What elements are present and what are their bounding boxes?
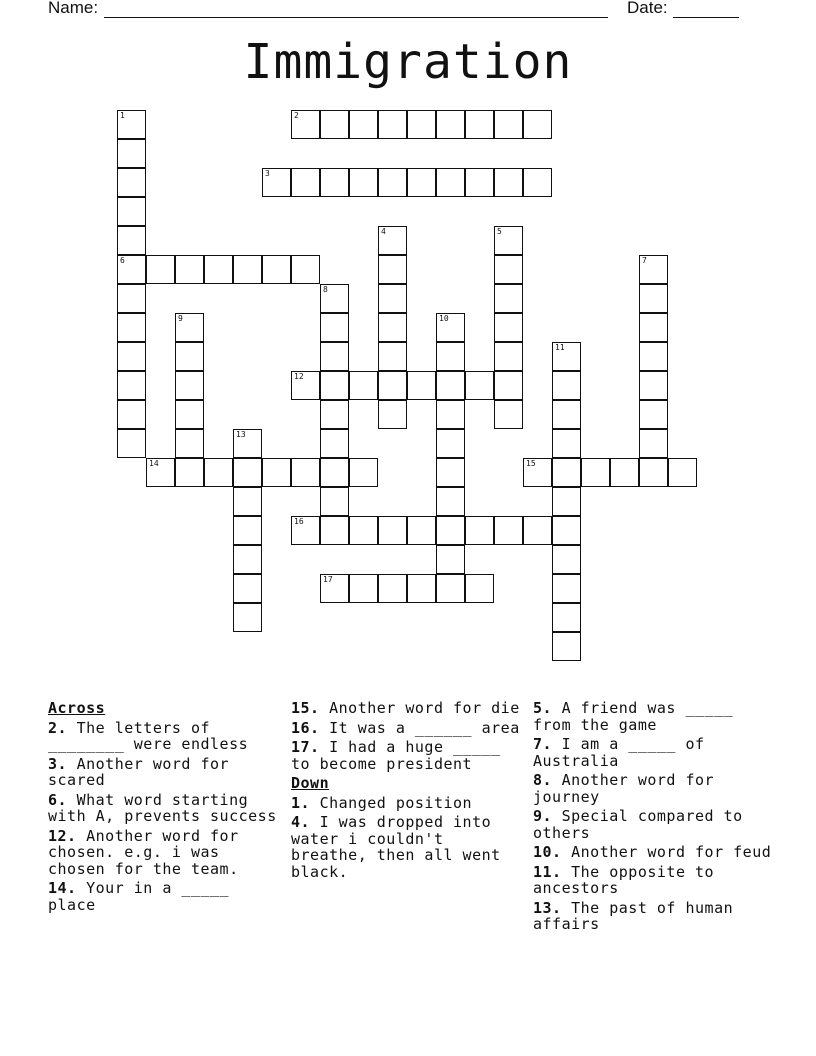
clue-item <box>533 864 773 897</box>
grid-cell[interactable] <box>117 284 146 313</box>
clue-number: 15. <box>291 699 320 717</box>
clue-number-label: 9 <box>178 314 183 323</box>
grid-cell[interactable] <box>378 342 407 371</box>
grid-cell[interactable] <box>378 168 407 197</box>
grid-cell[interactable] <box>494 313 523 342</box>
grid-cell[interactable] <box>349 371 378 400</box>
grid-cell[interactable] <box>552 574 581 603</box>
clue-text: I had a huge _____ to become president <box>291 738 501 773</box>
clue-text: I am a _____ of Australia <box>533 735 705 770</box>
grid-cell[interactable] <box>494 400 523 429</box>
clue-item <box>48 828 280 878</box>
grid-cell[interactable] <box>117 197 146 226</box>
grid-cell[interactable] <box>320 574 349 603</box>
grid-cell[interactable] <box>233 487 262 516</box>
grid-cell[interactable] <box>175 342 204 371</box>
clue-number: 13. <box>533 898 562 917</box>
grid-cell[interactable] <box>175 371 204 400</box>
grid-cell[interactable] <box>117 400 146 429</box>
clue-item <box>533 808 773 841</box>
grid-cell[interactable] <box>639 458 668 487</box>
grid-cell[interactable] <box>610 458 639 487</box>
grid-cell[interactable] <box>494 110 523 139</box>
clue-text: I was dropped into water i couldn't breathe, then all went black. <box>291 813 501 881</box>
clue-number: 3. <box>48 754 68 773</box>
clue-number: 9. <box>533 807 553 825</box>
grid-cell[interactable] <box>639 255 668 284</box>
grid-cell[interactable] <box>552 400 581 429</box>
grid-cell[interactable] <box>320 429 349 458</box>
clue-number: 7. <box>533 735 553 753</box>
down-clue-list <box>291 795 523 881</box>
clue-number: 10. <box>533 843 562 861</box>
grid-cell[interactable] <box>436 371 465 400</box>
grid-cell[interactable] <box>378 574 407 603</box>
clue-item <box>533 700 773 733</box>
clue-text: A friend was _____ from the game <box>533 699 734 734</box>
clue-item <box>291 814 523 880</box>
clues-column-2 <box>291 700 523 883</box>
across-heading: Across <box>48 699 106 717</box>
clue-number: 2. <box>48 718 68 737</box>
down-heading: Down <box>291 774 330 792</box>
clue-number-label: 17 <box>323 575 333 584</box>
clue-number: 5. <box>533 699 553 717</box>
clue-number: 6. <box>48 790 68 809</box>
grid-cell[interactable] <box>436 516 465 545</box>
grid-cell[interactable] <box>175 255 204 284</box>
grid-cell[interactable] <box>320 516 349 545</box>
grid-cell[interactable] <box>465 371 494 400</box>
grid-cell[interactable] <box>320 371 349 400</box>
grid-cell[interactable] <box>494 516 523 545</box>
clue-text: Your in a _____ place <box>48 879 230 914</box>
grid-cell[interactable] <box>552 487 581 516</box>
clue-number: 12. <box>48 826 77 845</box>
grid-cell[interactable] <box>465 110 494 139</box>
clue-number-label: 13 <box>236 430 246 439</box>
grid-cell[interactable] <box>349 110 378 139</box>
grid-cell[interactable] <box>494 255 523 284</box>
grid-cell[interactable] <box>233 545 262 574</box>
grid-cell[interactable] <box>349 574 378 603</box>
clue-item <box>533 844 773 861</box>
clue-item <box>48 720 280 753</box>
grid-cell[interactable] <box>204 255 233 284</box>
grid-cell[interactable] <box>407 516 436 545</box>
grid-cell[interactable] <box>117 371 146 400</box>
grid-cell[interactable] <box>117 139 146 168</box>
grid-cell[interactable] <box>581 458 610 487</box>
clue-number: 14. <box>48 879 77 897</box>
grid-cell[interactable] <box>378 516 407 545</box>
grid-cell[interactable] <box>378 255 407 284</box>
grid-cell[interactable] <box>523 110 552 139</box>
clue-number-label: 3 <box>265 169 270 178</box>
grid-cell[interactable] <box>233 429 262 458</box>
grid-cell[interactable] <box>233 574 262 603</box>
clue-item <box>291 720 523 737</box>
clue-number: 1. <box>291 793 311 812</box>
across-clue-list-continued <box>291 700 523 772</box>
grid-cell[interactable] <box>291 516 320 545</box>
grid-cell[interactable] <box>117 110 146 139</box>
clue-item <box>291 795 523 812</box>
clue-text: Another word for die <box>319 699 520 717</box>
grid-cell[interactable] <box>378 371 407 400</box>
clue-text: Another word for feud <box>561 843 772 861</box>
grid-cell[interactable] <box>175 400 204 429</box>
clue-number-label: 14 <box>149 459 159 468</box>
clue-text: Changed position <box>310 793 473 812</box>
clue-number-label: 16 <box>294 517 304 526</box>
clue-number-label: 6 <box>120 256 125 265</box>
grid-cell[interactable] <box>291 168 320 197</box>
grid-cell[interactable] <box>378 284 407 313</box>
clue-number-label: 2 <box>294 111 299 120</box>
grid-cell[interactable] <box>552 545 581 574</box>
clue-number: 17. <box>291 738 320 756</box>
clue-number-label: 5 <box>497 227 502 236</box>
grid-cell[interactable] <box>407 371 436 400</box>
clue-item <box>48 792 280 825</box>
clue-item <box>533 772 773 805</box>
grid-cell[interactable] <box>552 603 581 632</box>
clue-number: 16. <box>291 718 320 737</box>
clue-number-label: 8 <box>323 285 328 294</box>
clue-text: Another word for scared <box>48 754 230 789</box>
clue-number-label: 4 <box>381 227 386 236</box>
grid-cell[interactable] <box>436 313 465 342</box>
clue-item <box>533 900 773 933</box>
grid-cell[interactable] <box>204 458 233 487</box>
clue-number-label: 12 <box>294 372 304 381</box>
clue-number-label: 15 <box>526 459 536 468</box>
grid-cell[interactable] <box>436 342 465 371</box>
grid-cell[interactable] <box>146 255 175 284</box>
clue-number: 8. <box>533 771 553 789</box>
grid-cell[interactable] <box>378 400 407 429</box>
grid-cell[interactable] <box>668 458 697 487</box>
clue-number-label: 7 <box>642 256 647 265</box>
grid-cell[interactable] <box>552 429 581 458</box>
grid-cell[interactable] <box>552 371 581 400</box>
clues-column-3 <box>533 700 773 936</box>
grid-cell[interactable] <box>175 458 204 487</box>
grid-cell[interactable] <box>320 313 349 342</box>
clue-number-label: 1 <box>120 111 125 120</box>
grid-cell[interactable] <box>465 574 494 603</box>
grid-cell[interactable] <box>407 574 436 603</box>
name-label: Name: <box>48 0 99 17</box>
grid-cell[interactable] <box>494 342 523 371</box>
clues-column-1 <box>48 700 280 916</box>
clue-item <box>291 700 523 717</box>
grid-cell[interactable] <box>436 574 465 603</box>
grid-cell[interactable] <box>407 168 436 197</box>
clue-number-label: 11 <box>555 343 565 352</box>
grid-cell[interactable] <box>552 342 581 371</box>
clue-item <box>48 756 280 789</box>
grid-cell[interactable] <box>175 313 204 342</box>
grid-cell[interactable] <box>291 110 320 139</box>
clue-number: 11. <box>533 862 562 881</box>
clue-text: Another word for chosen. e.g. i was chosen for the team. <box>48 826 239 878</box>
grid-cell[interactable] <box>349 168 378 197</box>
grid-cell[interactable] <box>117 226 146 255</box>
grid-cell[interactable] <box>262 255 291 284</box>
grid-cell[interactable] <box>320 168 349 197</box>
clue-text: The letters of ________ were endless <box>48 718 249 753</box>
grid-cell[interactable] <box>436 110 465 139</box>
grid-cell[interactable] <box>494 371 523 400</box>
grid-cell[interactable] <box>436 429 465 458</box>
grid-cell[interactable] <box>436 168 465 197</box>
grid-cell[interactable] <box>523 516 552 545</box>
date-label: Date: <box>627 0 668 17</box>
grid-cell[interactable] <box>349 516 378 545</box>
grid-cell[interactable] <box>639 313 668 342</box>
grid-cell[interactable] <box>552 632 581 661</box>
grid-cell[interactable] <box>117 168 146 197</box>
puzzle-title: Immigration <box>243 34 573 90</box>
grid-cell[interactable] <box>320 110 349 139</box>
grid-cell[interactable] <box>552 516 581 545</box>
grid-cell[interactable] <box>378 226 407 255</box>
grid-cell[interactable] <box>291 255 320 284</box>
grid-cell[interactable] <box>436 400 465 429</box>
grid-cell[interactable] <box>407 110 436 139</box>
grid-cell[interactable] <box>436 545 465 574</box>
clue-text: It was a ______ area <box>319 718 520 737</box>
grid-cell[interactable] <box>465 516 494 545</box>
grid-cell[interactable] <box>639 284 668 313</box>
grid-cell[interactable] <box>146 458 175 487</box>
grid-cell[interactable] <box>291 371 320 400</box>
grid-cell[interactable] <box>233 458 262 487</box>
grid-cell[interactable] <box>378 313 407 342</box>
grid-cell[interactable] <box>291 458 320 487</box>
grid-cell[interactable] <box>320 458 349 487</box>
grid-cell[interactable] <box>639 371 668 400</box>
clue-number-label: 10 <box>439 314 449 323</box>
clue-text: Special compared to others <box>533 807 743 842</box>
grid-cell[interactable] <box>262 168 291 197</box>
grid-cell[interactable] <box>320 342 349 371</box>
grid-cell[interactable] <box>117 342 146 371</box>
grid-cell[interactable] <box>494 284 523 313</box>
grid-cell[interactable] <box>523 458 552 487</box>
grid-cell[interactable] <box>320 487 349 516</box>
grid-cell[interactable] <box>436 487 465 516</box>
grid-cell[interactable] <box>639 400 668 429</box>
clue-item <box>533 736 773 769</box>
grid-cell[interactable] <box>320 400 349 429</box>
grid-cell[interactable] <box>465 168 494 197</box>
grid-cell[interactable] <box>639 342 668 371</box>
grid-cell[interactable] <box>262 458 291 487</box>
clue-item <box>291 739 523 772</box>
grid-cell[interactable] <box>639 429 668 458</box>
clue-text: What word starting with A, prevents success <box>48 790 277 825</box>
grid-cell[interactable] <box>523 168 552 197</box>
grid-cell[interactable] <box>233 516 262 545</box>
grid-cell[interactable] <box>494 168 523 197</box>
grid-cell[interactable] <box>117 429 146 458</box>
clue-text: The opposite to ancestors <box>533 862 715 897</box>
clue-text: Another word for journey <box>533 771 715 806</box>
grid-cell[interactable] <box>320 284 349 313</box>
grid-cell[interactable] <box>117 313 146 342</box>
grid-cell[interactable] <box>233 255 262 284</box>
grid-cell[interactable] <box>233 603 262 632</box>
down-clue-list-continued <box>533 700 773 933</box>
clue-item <box>48 880 280 913</box>
clue-number: 4. <box>291 813 311 831</box>
grid-cell[interactable] <box>175 429 204 458</box>
across-clue-list <box>48 720 280 914</box>
grid-cell[interactable] <box>378 110 407 139</box>
grid-cell[interactable] <box>552 458 581 487</box>
grid-cell[interactable] <box>436 458 465 487</box>
grid-cell[interactable] <box>494 226 523 255</box>
clue-text: The past of human affairs <box>533 898 734 933</box>
grid-cell[interactable] <box>117 255 146 284</box>
grid-cell[interactable] <box>349 458 378 487</box>
